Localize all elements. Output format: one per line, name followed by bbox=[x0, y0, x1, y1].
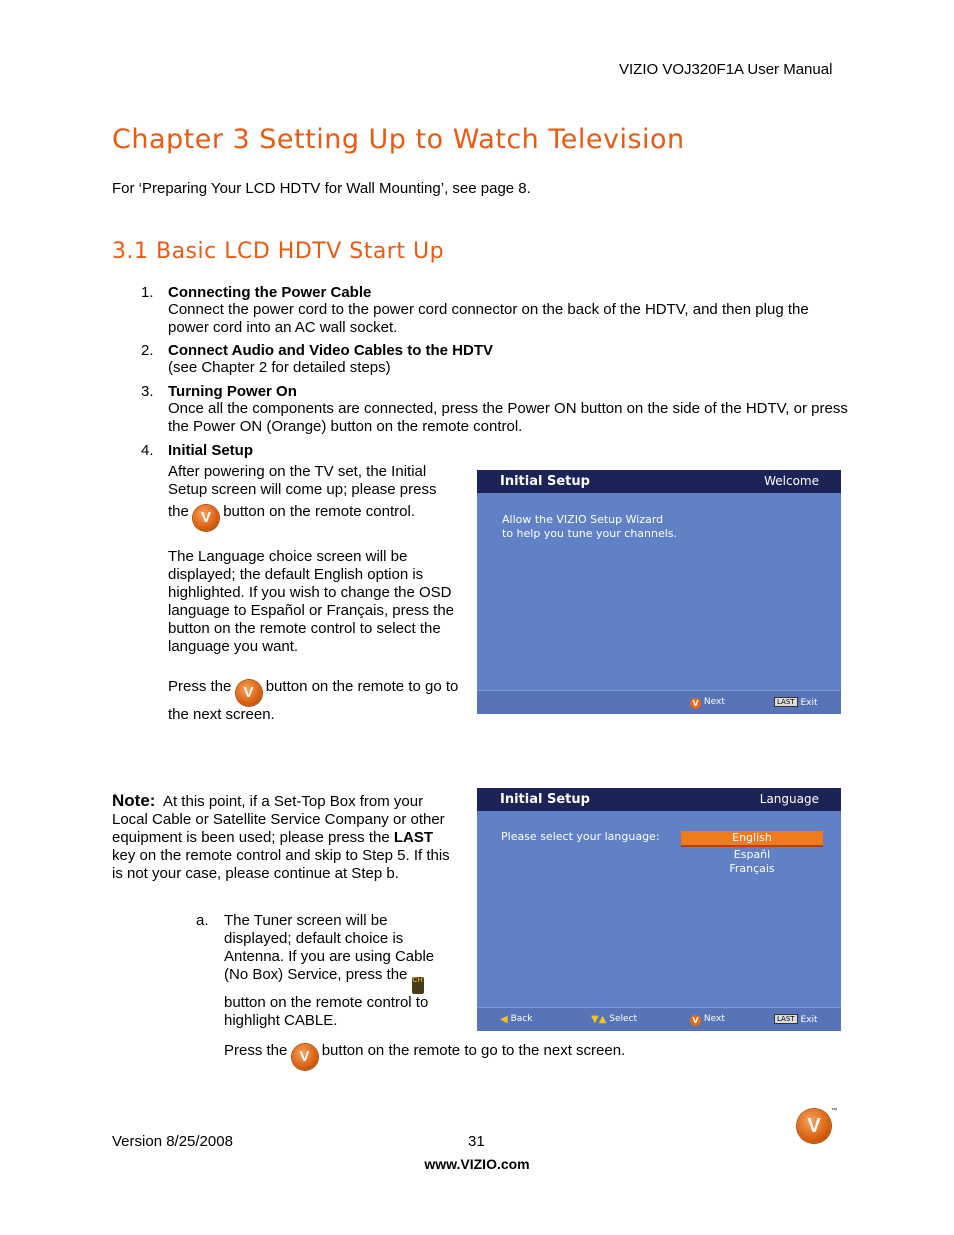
osd-message-line: to help you tune your channels. bbox=[502, 527, 678, 540]
osd-message-line: Allow the VIZIO Setup Wizard bbox=[502, 513, 664, 526]
left-arrow-icon: ◀ bbox=[500, 1014, 508, 1025]
vizio-v-button-icon: V bbox=[236, 680, 262, 706]
vizio-v-icon: V bbox=[690, 1015, 701, 1026]
vizio-v-icon: V bbox=[690, 698, 701, 709]
osd-hint-label: Back bbox=[510, 1014, 533, 1024]
step-title: Connect Audio and Video Cables to the HDTV bbox=[168, 342, 494, 359]
osd-screen-name: Welcome bbox=[764, 474, 819, 488]
section-title: 3.1 Basic LCD HDTV Start Up bbox=[112, 239, 445, 264]
osd-hint-label: Select bbox=[609, 1014, 638, 1024]
osd-language-prompt: Please select your language: bbox=[501, 830, 660, 843]
osd-language-screen bbox=[477, 788, 841, 1031]
step-number: 1. bbox=[141, 284, 154, 301]
initial-setup-paragraph-1b bbox=[168, 503, 468, 531]
intro-text: For ‘Preparing Your LCD HDTV for Wall Mounting’, see page 8. bbox=[112, 180, 531, 197]
osd-hint-label: Next bbox=[703, 697, 725, 707]
osd-next-hint bbox=[690, 697, 725, 709]
step-title: Initial Setup bbox=[168, 442, 254, 459]
up-down-arrow-icon: ▼▲ bbox=[591, 1014, 607, 1025]
vizio-v-button-icon: V bbox=[193, 505, 219, 531]
osd-title-bar bbox=[477, 470, 841, 493]
inline-text: button on the remote control to highlight CABLE. bbox=[224, 994, 429, 1029]
step-body: Once all the components are connected, press the Power ON button on the side of the HDTV, or press the Power ON (Orange) button on the remote control. bbox=[168, 400, 848, 435]
inline-text: Press the bbox=[224, 1042, 288, 1059]
footer-page-number: 31 bbox=[468, 1133, 485, 1150]
initial-setup-paragraph-1: After powering on the TV set, the Initial Setup screen will come up; please press bbox=[168, 463, 437, 498]
osd-title-bar bbox=[477, 788, 841, 811]
sub-step-text bbox=[224, 912, 454, 1030]
osd-footer bbox=[477, 690, 841, 714]
note-text: key on the remote control and skip to Step 5. If this is not your case, please continue at Step b. bbox=[112, 847, 450, 882]
osd-next-hint bbox=[690, 1014, 725, 1026]
language-option-espanol[interactable]: Espaňl bbox=[733, 848, 771, 861]
inline-text: Press the bbox=[168, 678, 232, 695]
inline-text: button on the remote to go to the next screen. bbox=[168, 678, 459, 723]
language-option-francais[interactable]: Français bbox=[729, 862, 775, 875]
step-number: 4. bbox=[141, 442, 154, 459]
step-number: 2. bbox=[141, 342, 154, 359]
osd-hint-label: Exit bbox=[800, 698, 818, 708]
inline-text: button on the remote control. bbox=[223, 503, 415, 520]
osd-back-hint bbox=[500, 1014, 532, 1025]
osd-welcome-screen bbox=[477, 470, 841, 714]
step-title: Connecting the Power Cable bbox=[168, 284, 372, 301]
initial-setup-paragraph-3 bbox=[168, 678, 463, 724]
inline-text: the bbox=[168, 503, 189, 520]
initial-setup-paragraph-2: The Language choice screen will be displayed; the default English option is highlighted. If you wish to change the OSD language to Español or Français, press the button on the remote control to select the language you want. bbox=[168, 548, 455, 655]
last-key-icon: LAST bbox=[774, 697, 798, 707]
osd-footer bbox=[477, 1007, 841, 1031]
vizio-logo-icon: V bbox=[797, 1109, 831, 1143]
manual-title: VIZIO VOJ320F1A User Manual bbox=[619, 61, 833, 78]
note-label: Note: bbox=[112, 791, 156, 810]
footer-version: Version 8/25/2008 bbox=[112, 1133, 233, 1150]
vizio-v-button-icon: V bbox=[292, 1044, 318, 1070]
footer-url: www.VIZIO.com bbox=[424, 1156, 530, 1172]
step-body: (see Chapter 2 for detailed steps) bbox=[168, 359, 391, 376]
osd-title: Initial Setup bbox=[500, 474, 590, 489]
channel-key-icon: CH bbox=[412, 977, 424, 994]
note-block bbox=[112, 792, 457, 883]
osd-hint-label: Exit bbox=[800, 1015, 818, 1025]
language-option-english[interactable]: English bbox=[681, 831, 823, 847]
chapter-title: Chapter 3 Setting Up to Watch Television bbox=[112, 124, 685, 155]
osd-select-hint bbox=[591, 1014, 637, 1025]
inline-text: button on the remote to go to the next screen. bbox=[321, 1042, 626, 1059]
step-number: 3. bbox=[141, 383, 154, 400]
osd-message bbox=[502, 513, 677, 541]
note-text: At this point, if a Set-Top Box from your Local Cable or Satellite Service Company or other equipment is been used; please press the bbox=[112, 793, 445, 846]
step-body: Connect the power cord to the power cord connector on the back of the HDTV, and then plug the power cord into an AC wall socket. bbox=[168, 301, 809, 336]
last-key-icon: LAST bbox=[774, 1014, 798, 1024]
osd-title: Initial Setup bbox=[500, 792, 590, 807]
osd-hint-label: Next bbox=[703, 1014, 725, 1024]
osd-exit-hint bbox=[774, 697, 818, 708]
final-instruction bbox=[224, 1042, 625, 1070]
osd-screen-name: Language bbox=[759, 792, 819, 806]
osd-exit-hint bbox=[774, 1014, 818, 1025]
inline-text: The Tuner screen will be displayed; default choice is Antenna. If you are using Cable (No Box) Service, press the bbox=[224, 912, 435, 983]
sub-step-label: a. bbox=[196, 912, 209, 929]
note-last-key: LAST bbox=[393, 829, 434, 846]
step-title: Turning Power On bbox=[168, 383, 297, 400]
trademark-mark: ™ bbox=[831, 1108, 837, 1114]
